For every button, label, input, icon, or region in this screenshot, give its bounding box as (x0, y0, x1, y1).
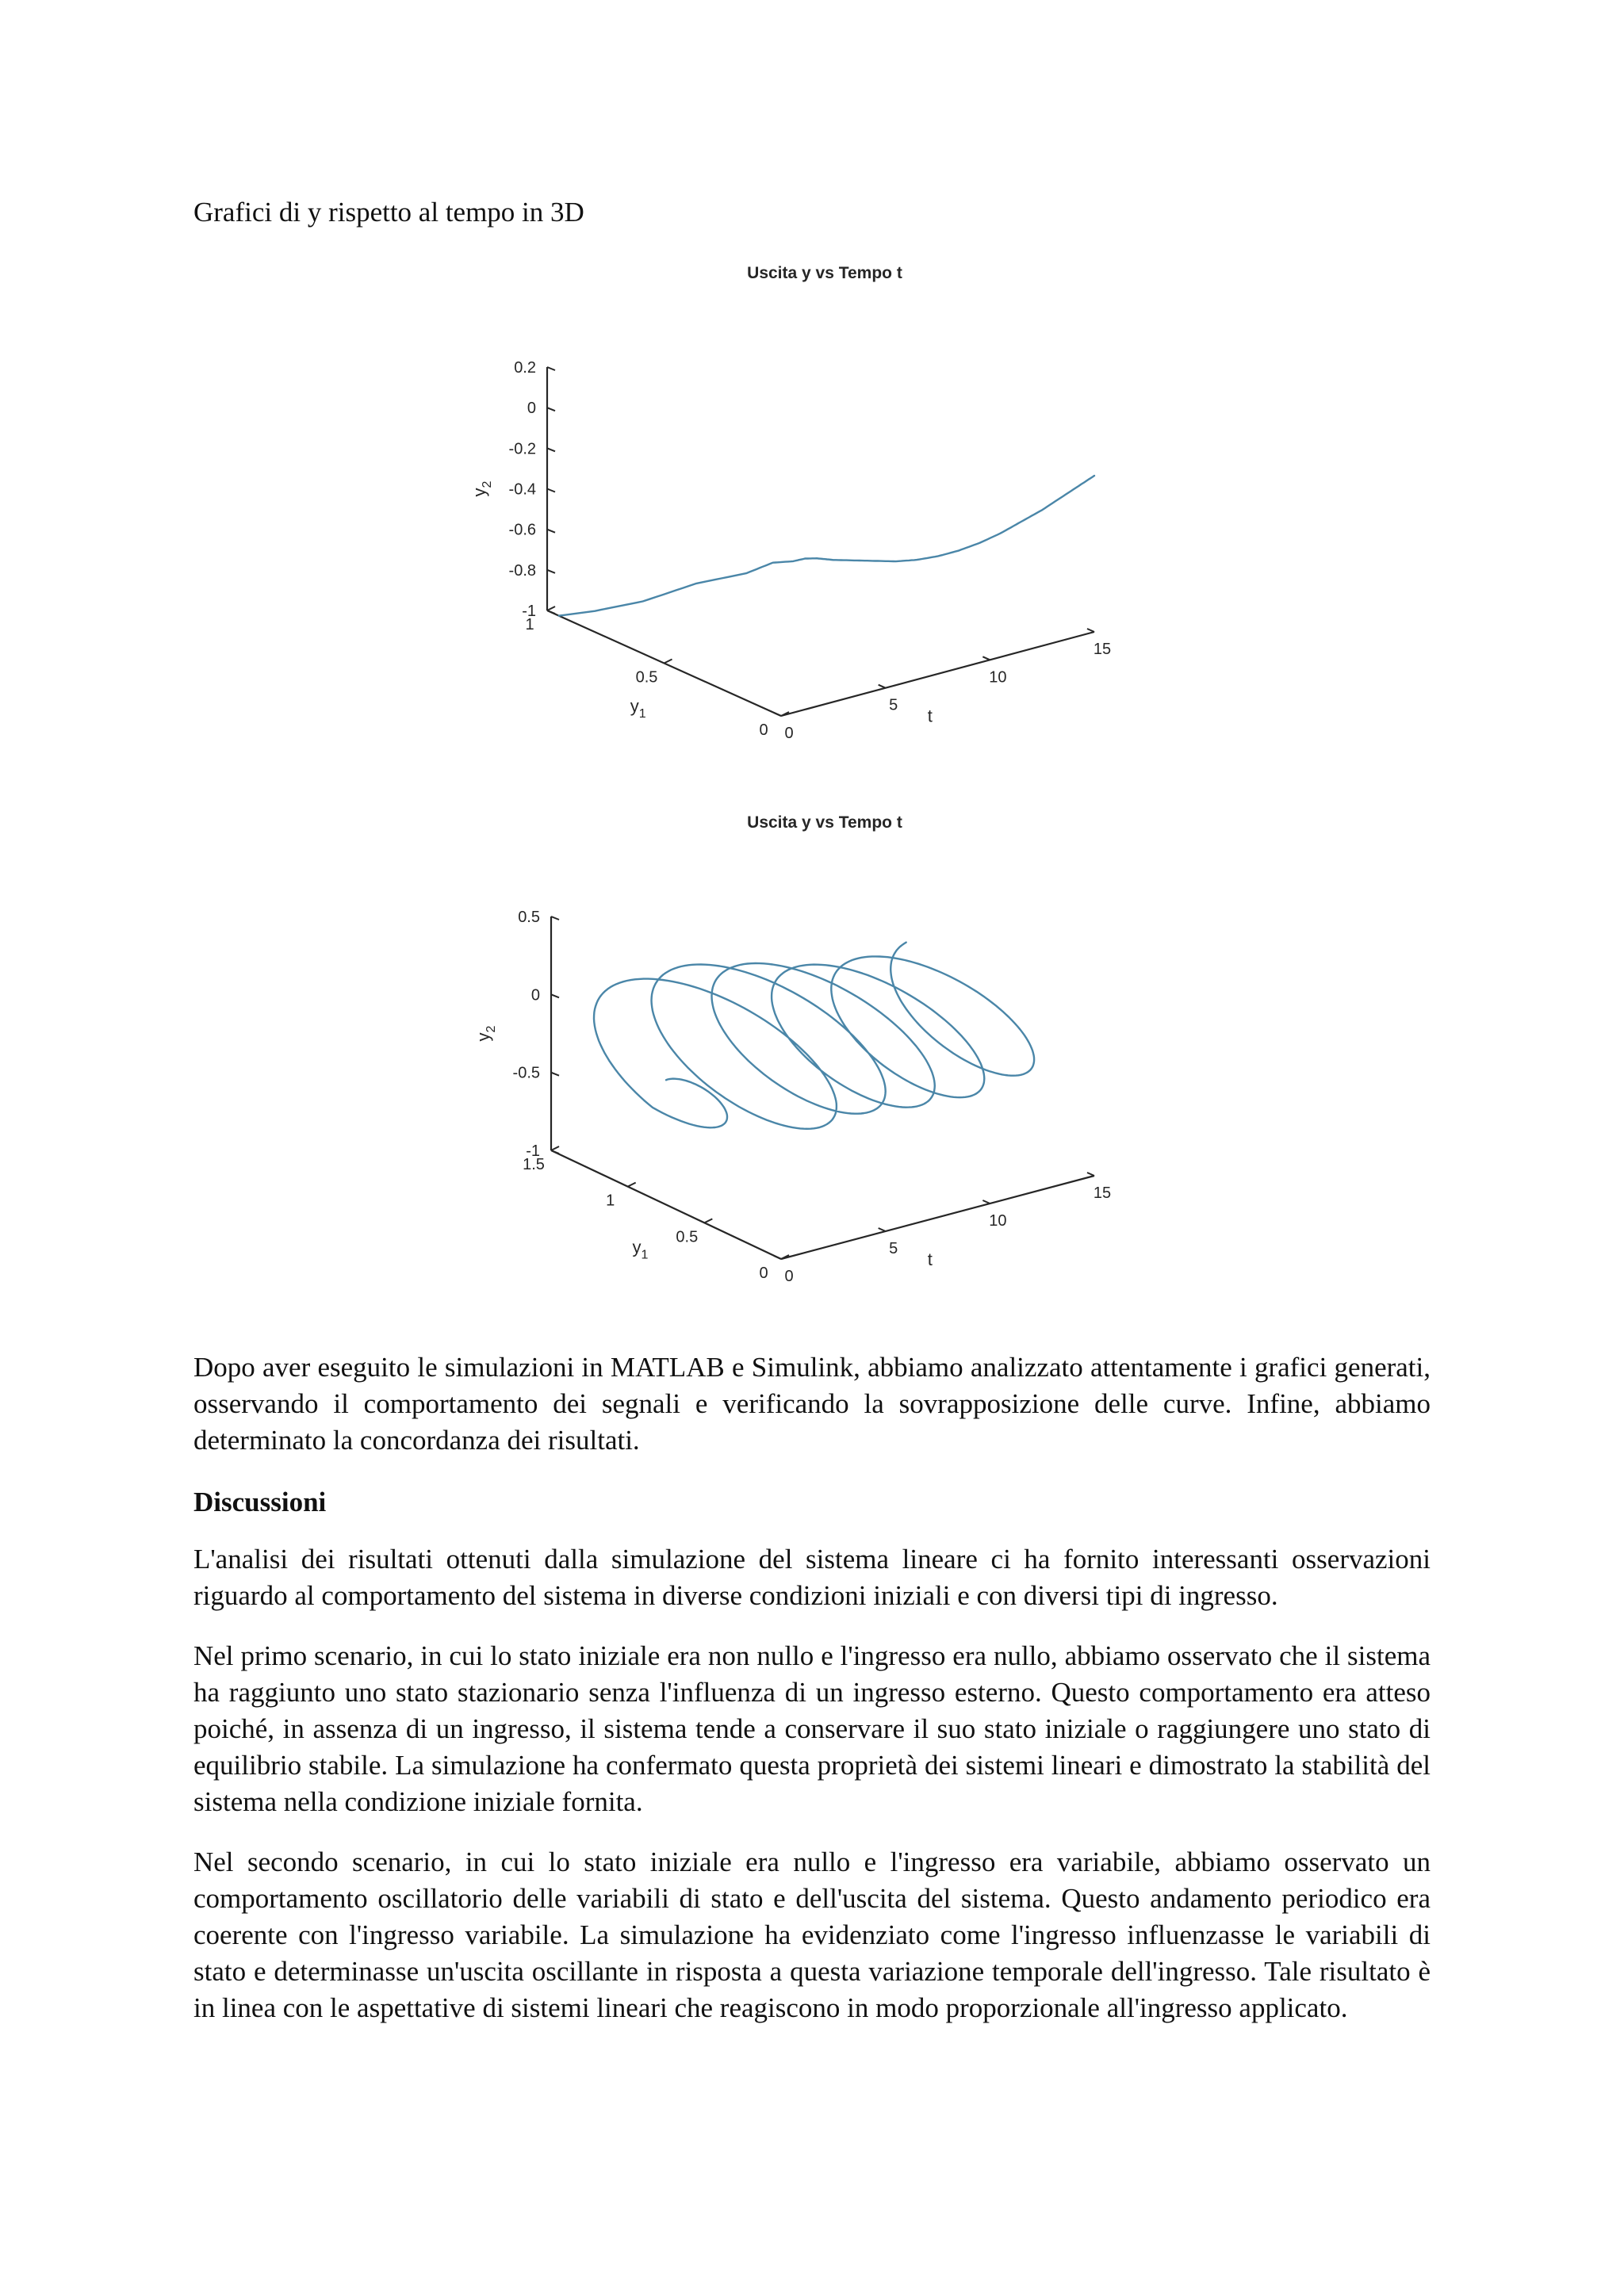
y1-tick-mark (628, 1183, 636, 1187)
y1-tick-mark (547, 607, 555, 610)
t-tick-mark (774, 1256, 781, 1259)
chart-title: Uscita y vs Tempo t (747, 264, 902, 282)
figure-1 (444, 258, 1158, 781)
t-tick-mark (1087, 629, 1094, 632)
t-tick-label: 15 (1093, 641, 1112, 658)
t-tick-mark (879, 1228, 886, 1231)
discussion-paragraph-1: L'analisi dei risultati ottenuti dalla simulazione del sistema lineare ci ha fornito interessanti osservazioni riguardo al comportamento del sistema in diverse condizioni iniziali e con diversi tipi di ingresso. (193, 1544, 1431, 1611)
t-axis-line (781, 632, 1094, 716)
t-tick-label: 5 (889, 696, 898, 714)
t-tick-label: 5 (889, 1240, 898, 1257)
y1-axis-line (547, 610, 781, 716)
y1-axis-label-sub: 1 (641, 1248, 649, 1262)
y1-tick-mark (551, 1146, 559, 1150)
t-tick-mark (879, 685, 886, 688)
y2-tick-label: -0.5 (512, 1064, 540, 1082)
chart-3d-plot-2 (444, 807, 1158, 1330)
y2-tick-label: -0.6 (508, 521, 536, 539)
chart-title: Uscita y vs Tempo t (747, 813, 902, 832)
y1-tick-label: 1.5 (523, 1156, 545, 1173)
y2-axis-label: $y_2$ (469, 480, 494, 497)
y2-tick-label: 0.2 (514, 359, 536, 377)
y2-tick-mark (551, 916, 559, 920)
y2-axis-label-sub: 2 (485, 1025, 498, 1033)
y2-tick-label: 0.5 (518, 909, 540, 926)
y1-tick-mark (665, 660, 672, 664)
t-tick-mark (774, 713, 781, 716)
y2-tick-mark (547, 570, 555, 573)
y2-tick-mark (547, 367, 555, 370)
y1-axis-line (551, 1150, 781, 1259)
discussion-paragraph-2: Nel primo scenario, in cui lo stato iniziale era non nullo e l'ingresso era nullo, abbiamo osservato che il sistema ha raggiunto uno stato stazionario senza l'influenza di un ingresso esterno. Questo comportamento era atteso poiché, in assenza di un ingresso, il sistema tende a conservare il suo stato iniziale o raggiungere uno stato di equilibrio stabile. La simulazione ha confermato questa proprietà dei sistemi lineari e dimostrato la stabilità del sistema nella condizione iniziale fornita. (193, 1640, 1431, 1817)
y1-tick-label: 0.5 (635, 668, 658, 687)
t-axis-label: t (927, 1249, 933, 1269)
t-axis-label: t (927, 706, 933, 726)
y1-tick-mark (704, 1219, 712, 1223)
t-axis-line (781, 1176, 1094, 1259)
t-tick-label: 0 (784, 1268, 794, 1285)
y2-tick-label: -0.2 (508, 440, 536, 458)
y1-tick-label: 1 (606, 1192, 615, 1210)
t-tick-mark (982, 656, 990, 660)
y1-axis-label: $y_1$ (630, 695, 646, 721)
y2-tick-label: 0 (530, 986, 540, 1004)
y2-tick-mark (547, 530, 555, 533)
y1-tick-label: 0.5 (676, 1228, 699, 1246)
y1-axis-label: $y_1$ (632, 1237, 649, 1262)
y1-tick-label: 0 (759, 721, 768, 739)
y2-tick-label: -1 (526, 1142, 540, 1160)
y2-tick-mark (551, 994, 559, 997)
y2-tick-mark (547, 489, 555, 492)
discussion-paragraph-3: Nel secondo scenario, in cui lo stato iniziale era nullo e l'ingresso era variabile, abbiamo osservato un comportamento oscillatorio delle variabili di stato e dell'uscita del sistema. Questo andamento periodico era coerente con l'ingresso variabile. La simulazione ha evidenziato come l'ingresso influenzasse le variabili di stato e determinasse un'uscita oscillante in risposta a questa variazione temporale dell'ingresso. Tale risultato è in linea con le aspettative di sistemi lineari che reagiscono in modo proporzionale all'ingresso applicato. (193, 1846, 1431, 2023)
figure-2 (444, 807, 1158, 1330)
y2-tick-label: -1 (522, 603, 536, 620)
y2-tick-mark (547, 408, 555, 411)
t-tick-mark (1087, 1173, 1094, 1176)
y2-axis-label-sub: 2 (481, 480, 494, 488)
t-tick-label: 15 (1093, 1184, 1112, 1202)
t-tick-label: 0 (784, 725, 794, 742)
chart-3d-plot-1 (444, 258, 1158, 781)
section-heading-graphs: Grafici di y rispetto al tempo in 3D (193, 197, 584, 228)
y2-tick-mark (551, 1073, 559, 1076)
t-tick-mark (982, 1200, 990, 1203)
t-tick-label: 10 (989, 668, 1007, 687)
y1-tick-label: 0 (759, 1265, 768, 1282)
y-trajectory-line (559, 476, 1094, 616)
y1-axis-label-sub: 1 (638, 706, 646, 721)
y-trajectory-line (594, 943, 1034, 1129)
t-tick-label: 10 (989, 1212, 1007, 1230)
y2-tick-mark (547, 448, 555, 451)
y1-tick-label: 1 (525, 616, 534, 633)
y2-tick-label: -0.4 (508, 480, 536, 499)
discussion-heading: Discussioni (193, 1487, 327, 1517)
y2-tick-label: 0 (527, 400, 536, 418)
y2-axis-label: $y_2$ (473, 1025, 498, 1042)
y2-tick-label: -0.8 (508, 561, 536, 580)
intro-paragraph: Dopo aver eseguito le simulazioni in MATLAB e Simulink, abbiamo analizzato attentamente i grafici generati, osservando il comportamento dei segnali e verificando la sovrapposizione delle curve. Infine, abbiamo determinato la concordanza dei risultati. (193, 1352, 1431, 1456)
